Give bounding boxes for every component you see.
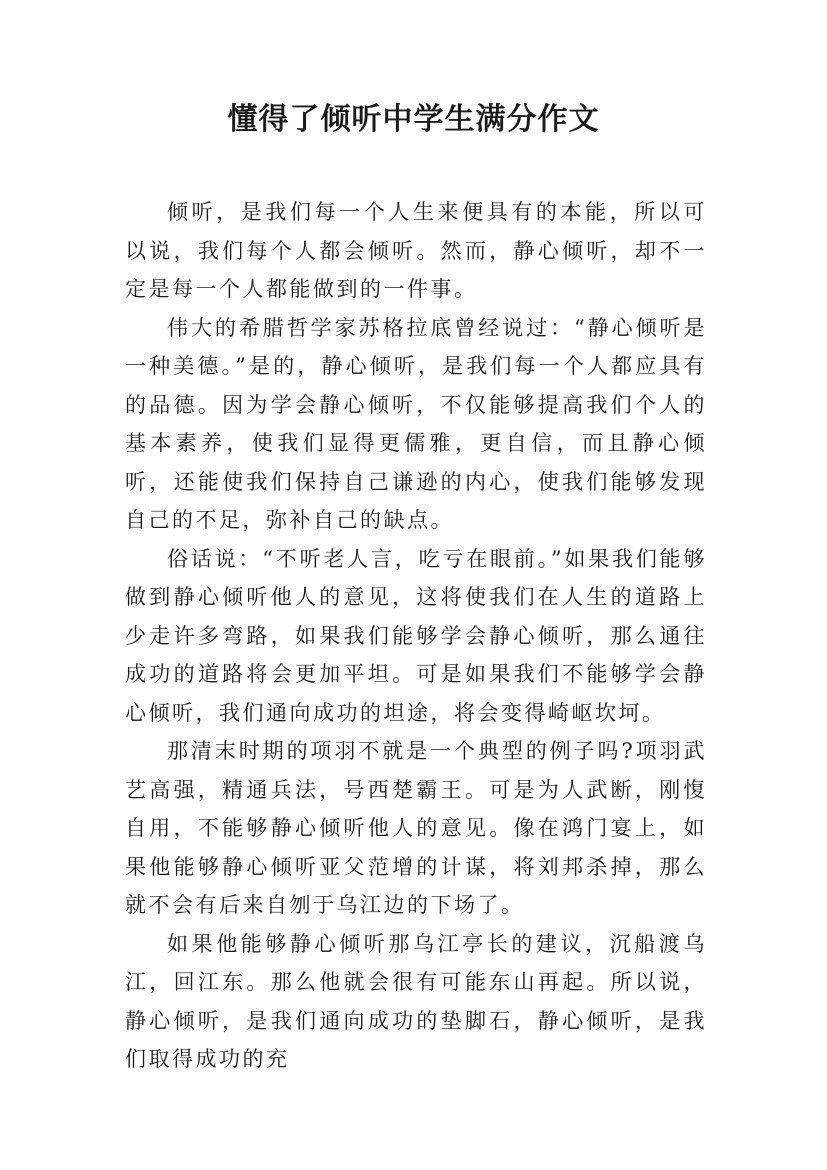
paragraph-1: 倾听，是我们每一个人生来便具有的本能，所以可以说，我们每个人都会倾听。然而，静心倾听，却不一定是每一个人都能做到的一件事。 bbox=[125, 200, 707, 301]
paragraph-5: 如果他能够静心倾听那乌江亭长的建议，沉船渡乌江，回江东。那么他就会很有可能东山再起。所以说，静心倾听，是我们通向成功的垫脚石，静心倾听，是我们取得成功的充 bbox=[125, 931, 707, 1071]
document-title: 懂得了倾听中学生满分作文 bbox=[227, 102, 600, 137]
paragraph-3: 俗话说：“不听老人言，吃亏在眼前。”如果我们能够做到静心倾听他人的意见，这将使我们在人生的道路上少走许多弯路，如果我们能够学会静心倾听，那么通往成功的道路将会更加平坦。可是如果我们不能够学会静心倾听，我们通向成功的坦途，将会变得崎岖坎坷。 bbox=[125, 546, 707, 725]
paragraph-4: 那清末时期的项羽不就是一个典型的例子吗?项羽武艺高强，精通兵法，号西楚霸王。可是为人武断，刚愎自用，不能够静心倾听他人的意见。像在鸿门宴上，如果他能够静心倾听亚父范增的计谋，将刘邦杀掉，那么就不会有后来自刎于乌江边的下场了。 bbox=[125, 739, 707, 917]
paragraph-2: 伟大的希腊哲学家苏格拉底曾经说过：“静心倾听是一种美德。”是的，静心倾听，是我们每一个人都应具有的品德。因为学会静心倾听，不仅能够提高我们个人的基本素养，使我们显得更儒雅，更自信，而且静心倾听，还能使我们保持自己谦逊的内心，使我们能够发现自己的不足，弥补自己的缺点。 bbox=[125, 315, 707, 532]
document-body bbox=[125, 193, 707, 1079]
